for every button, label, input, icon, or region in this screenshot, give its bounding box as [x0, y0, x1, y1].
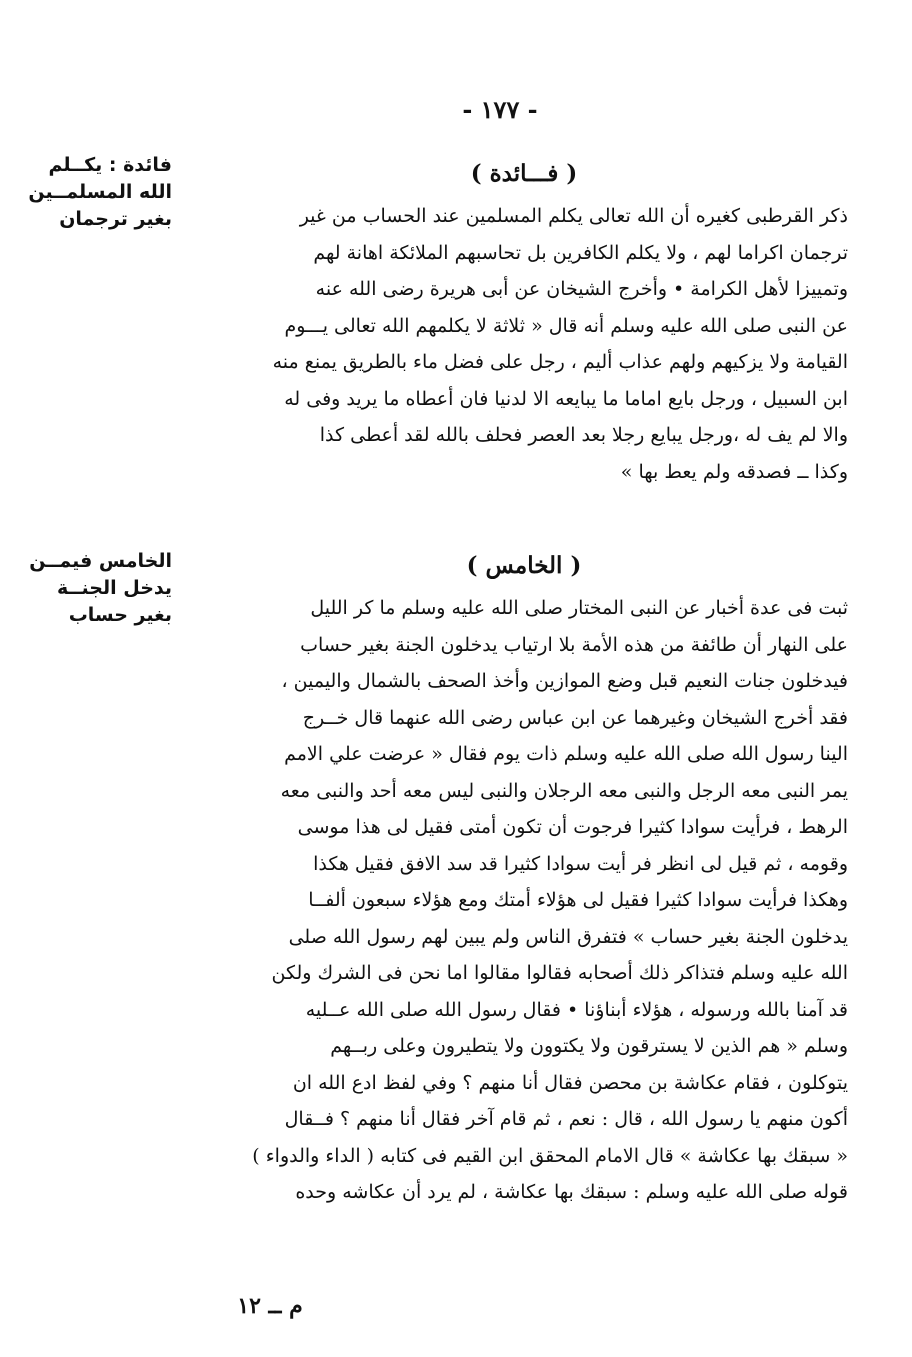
margin-note-line: فائدة : يكــلم	[48, 154, 172, 176]
margin-note-line: بغير حساب	[68, 604, 172, 626]
text-line: ذكر القرطبى كغيره أن الله تعالى يكلم المسلمين عند الحساب من غير	[299, 205, 848, 227]
text-line: وتمييزا لأهل الكرامة • وأخرج الشيخان عن أبى هريرة رضى الله عنه	[315, 278, 848, 300]
text-line: وهكذا فرأيت سوادا كثيرا فقيل لى هؤلاء أمتك ومع هؤلاء سبعون ألفــا	[308, 889, 848, 911]
text-line: ابن السبيل ، ورجل بايع اماما ما يبايعه الا لدنيا فان أعطاه ما يريد وفى له	[284, 387, 848, 410]
section-heading: ( فـــائدة )	[470, 160, 578, 187]
text-line: الرهط ، فرأيت سوادا كثيرا فرجوت أن تكون أمتى فقيل لى هذا موسى	[297, 816, 848, 838]
text-line: وسلم « هم الذين لا يسترقون ولا يكتوون ولا يتطيرون وعلى ربــهم	[330, 1035, 848, 1057]
text-line: وقومه ، ثم قيل لى انظر فر أيت سوادا كثيرا قد سد الافق فقيل هكذا	[313, 852, 848, 875]
section-faida	[200, 158, 848, 490]
text-line: الله عليه وسلم فتذاكر ذلك أصحابه فقالوا مقالوا اما نحن فى الشرك ولكن	[271, 962, 848, 984]
text-line: قد آمنا بالله ورسوله ، هؤلاء أبناؤنا • فقال رسول الله صلى الله عــليه	[305, 998, 848, 1021]
text-line: « سبقك بها عكاشة » قال الامام المحقق ابن القيم فى كتابه ( الداء والدواء )	[252, 1144, 848, 1167]
signature-mark: م ــ ١٢	[237, 1293, 303, 1319]
text-line: وكذا ــ فصدقه ولم يعط بها »	[620, 460, 848, 483]
margin-note-line: الخامس فيمــن	[29, 550, 172, 572]
page-number: - ١٧٧ -	[462, 95, 538, 124]
text-line: ثبت فى عدة أخبار عن النبى المختار صلى الله عليه وسلم ما كر الليل	[310, 597, 848, 619]
margin-note-khamis	[12, 548, 172, 629]
text-line: يمر النبى معه الرجل والنبى معه الرجلان والنبى ليس معه أحد والنبى معه	[280, 779, 848, 802]
section-heading: ( الخامس )	[466, 552, 582, 579]
text-line: القيامة ولا يزكيهم ولهم عذاب أليم ، رجل على فضل ماء بالطريق يمنع منه	[272, 351, 848, 373]
text-line: قوله صلى الله عليه وسلم : سبقك بها عكاشة ، لم يرد أن عكاشه وحده	[295, 1181, 848, 1203]
margin-note-line: بغير ترجمان	[59, 208, 172, 230]
text-line: والا لم يف له ،ورجل يبايع رجلا بعد العصر فحلف بالله لقد أعطى كذا	[319, 424, 848, 446]
text-line: عن النبى صلى الله عليه وسلم أنه قال « ثلاثة لا يكلمهم الله تعالى يـــوم	[284, 314, 848, 337]
text-line: الينا رسول الله صلى الله عليه وسلم ذات يوم فقال « عرضت علي الامم	[284, 743, 848, 765]
text-line: أكون منهم يا رسول الله ، قال : نعم ، ثم قام آخر فقال أنا منهم ؟ فــقال	[284, 1108, 848, 1130]
text-line: فقد أخرج الشيخان وغيرهما عن ابن عباس رضى الله عنهما قال خــرج	[302, 706, 848, 729]
text-line: يتوكلون ، فقام عكاشة بن محصن فقال أنا منهم ؟ وفي لفظ ادع الله ان	[292, 1071, 848, 1094]
text-line: فيدخلون جنات النعيم قبل وضع الموازين وأخذ الصحف بالشمال واليمين ،	[281, 670, 848, 692]
margin-note-line: الله المسلمــين	[28, 181, 172, 203]
margin-note-faida	[12, 152, 172, 233]
text-line: على النهار أن طائفة من هذه الأمة بلا ارتياب يدخلون الجنة بغير حساب	[300, 633, 848, 656]
margin-note-line: يدخل الجنــة	[57, 577, 172, 599]
text-line: يدخلون الجنة بغير حساب » فتفرق الناس ولم يبين لهم رسول الله صلى	[288, 925, 848, 948]
section-khamis	[200, 550, 848, 1211]
text-line: ترجمان اكراما لهم ، ولا يكلم الكافرين بل تحاسبهم الملائكة اهانة لهم	[313, 241, 848, 264]
